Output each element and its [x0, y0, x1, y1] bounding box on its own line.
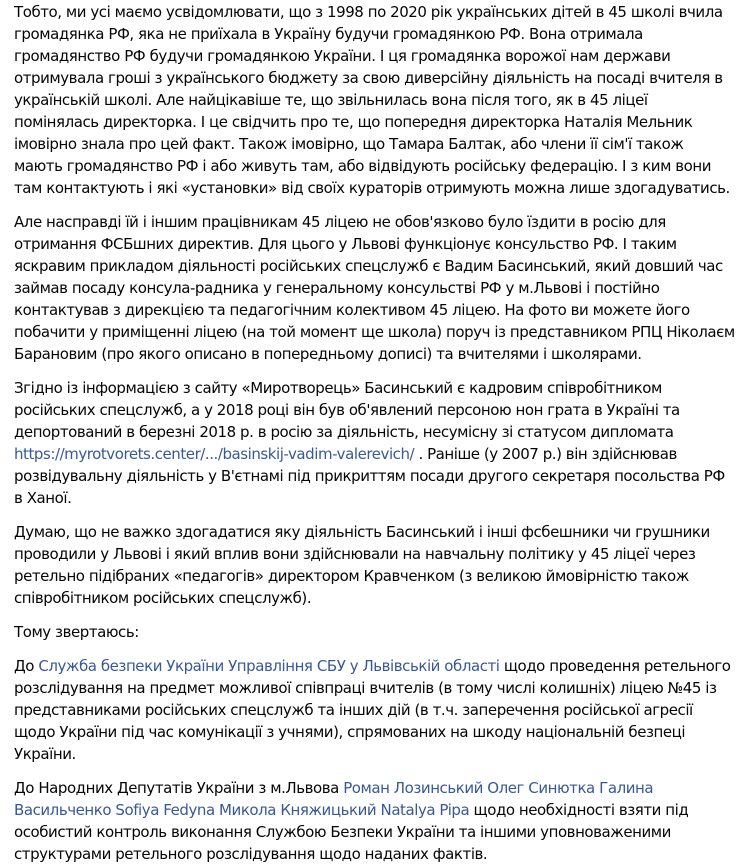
paragraph-6-text-b: щодо проведення ретельного розслідування на предмет можливої співпраці вчителів (в тому числі колишніх) ліцею №45 із представниками російських спецслужб та інших дій (в т.ч. заперечення російської агресії щодо України під час комунікації з учнями), спрямованих на шкоду національній безпеці України. — [14, 657, 731, 763]
mention-link-syniutka[interactable]: Олег Синютка — [487, 779, 595, 797]
mention-link-kniazhytskyi[interactable]: Микола Княжицький — [219, 801, 377, 819]
paragraph-6-text-a: До — [14, 657, 39, 675]
mention-link-vasylchenko[interactable]: Галина Васильченко — [14, 779, 654, 819]
paragraph-3-text-a: Згідно із інформацією з сайту «Миротворець» Басинський є кадровим співробітником російських спецслужб, а у 2018 році він був об'явлений персоною нон грата в Україні та депортований в березні 2018 р. в росію за діяльність, несумісну зі статусом дипломата — [14, 379, 680, 441]
paragraph-7-text-b: щодо необхідності взяти під особистий контроль виконання Службою Безпеки України та іншими уповноваженими структурами ретельного розслідування щодо наданих фактів. — [14, 801, 689, 863]
mention-link-pipa[interactable]: Natalya Pipa — [380, 801, 470, 819]
post-body — [0, 1, 745, 863]
sbu-lviv-page-link[interactable]: Служба безпеки України Управління СБУ у Львівській області — [38, 657, 500, 675]
paragraph-4: Думаю, що не важко здогадатися яку діяльність Басинський і інші фсбешники чи грушники проводили у Львові і який вплив вони здійснювали на навчальну політику у 45 ліцеї через ретельно підібраних «педагогів» директором Кравченком (з великою ймовірністю також співробітником російських спецслужб). — [14, 523, 710, 607]
paragraph-5: Тому звертаюсь: — [14, 623, 139, 641]
paragraph-3-text-b: . Раніше (у 2007 р.) він здійснював розвідувальну діяльність у В'єтнамі під прикриттям посади другого секретаря посольства РФ в Ханої. — [14, 445, 725, 507]
paragraph-6 — [14, 655, 735, 765]
paragraph-3 — [14, 377, 735, 509]
paragraph-2: Але насправді їй і іншим працівникам 45 ліцею не обов'язково було їздити в росію для отримання ФСБшних директив. Для цього у Львові функціонує консульство РФ. І таким яскравим прикладом діяльності російських спецслужб є Вадим Басинський, який довший час займав посаду консула-радника у генеральному консульстві РФ у м.Львові і постійно контактував з дирекцією та педагогічним колективом 45 ліцею. На фото ви можете його побачити у приміщенні ліцею (на той момент ще школа) поруч із представником РПЦ Ніколаєм Барановим (про якого описано в попередньому дописі) та вчителями і школярами. — [14, 213, 735, 363]
mention-link-fedyna[interactable]: Sofiya Fedyna — [115, 801, 215, 819]
paragraph-7 — [14, 777, 735, 865]
mention-link-lozynskyi[interactable]: Роман Лозинський — [343, 779, 483, 797]
paragraph-7-text-a: До Народних Депутатів України з м.Львова — [14, 779, 344, 797]
myrotvorets-link[interactable]: https://myrotvorets.center/.../basinskij-vadim-valerevich/ — [14, 445, 415, 463]
paragraph-1: Тобто, ми усі маємо усвідомлювати, що з 1998 по 2020 рік українських дітей в 45 школі вчила громадянка РФ, яка не приїхала в Україну будучи громадянкою РФ. Вона отримала громадянство РФ будучи громадянкою України. І ця громадянка ворожої нам держави отримувала гроші з українського бюджету за свою диверсійну діяльність на посаді вчителя в українській школі. Але найцікавіше те, що звільнилась вона після того, як в 45 ліцеї помінялась директорка. І це свідчить про те, що попередня директорка Наталія Мельник імовірно знала про цей факт. Також імовірно, що Тамара Балтак, або члени її сім'ї також мають громадянство РФ і або живуть там, або відвідують російську федерацію. І з ким вони там контактують і які «установки» від своїх кураторів отримують можна лише здогадуватись. — [14, 3, 730, 197]
